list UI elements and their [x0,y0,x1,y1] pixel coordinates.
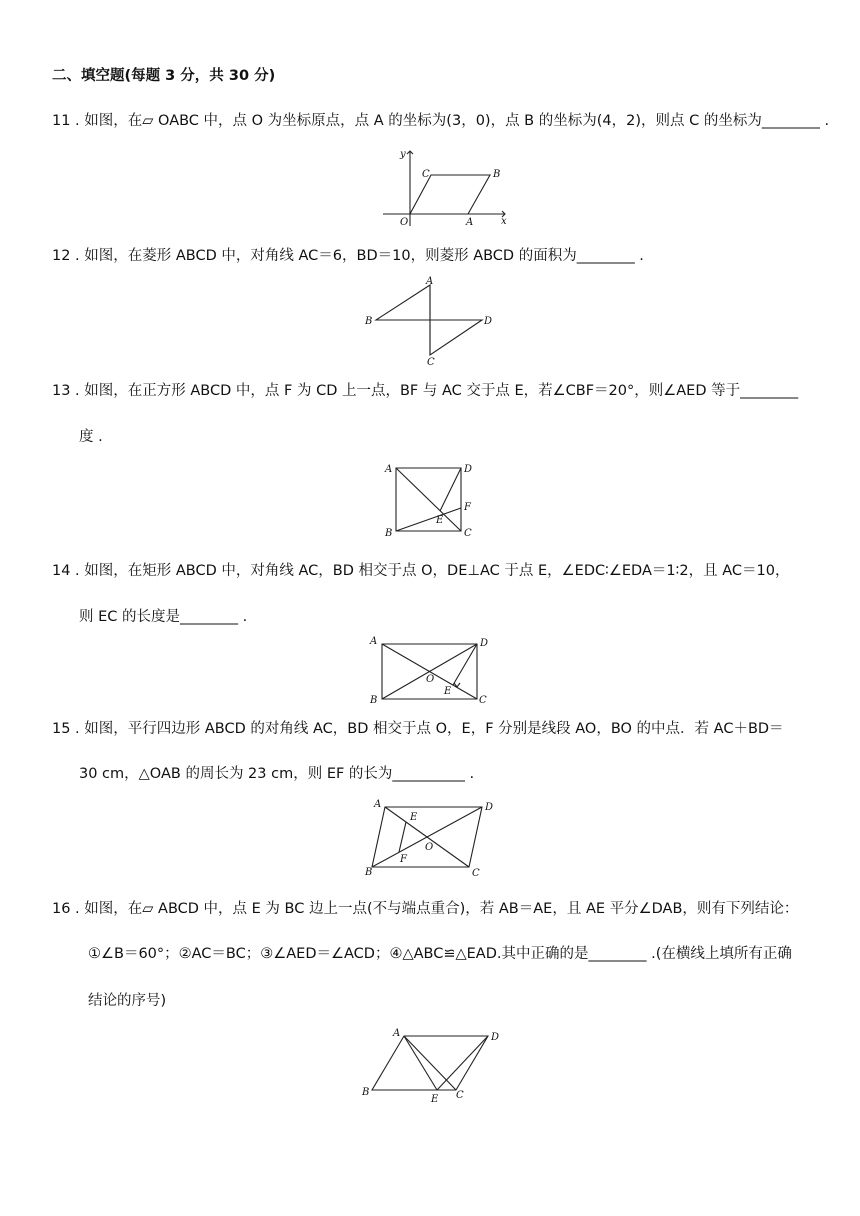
label-d: D [485,802,494,813]
question-16-text-2: ①∠B＝60°；②AC＝BC；③∠AED＝∠ACD；④△ABC≌△EAD.其中正确的是________ .(在横线上填所有正确 [88,946,792,962]
label-d: D [484,316,493,327]
label-x: x [501,216,507,227]
label-b: B [365,867,373,878]
segment-de [453,644,477,685]
label-a: A [374,799,382,810]
label-e: E [410,812,418,823]
label-a: A [385,464,393,475]
question-16-text-3: 结论的序号) [88,993,167,1009]
section-heading: 二、填空题(每题 3 分，共 30 分) [52,68,276,84]
question-12-text: 12 . 如图，在菱形 ABCD 中，对角线 AC＝6，BD＝10，则菱形 ABCD 的面积为________ . [52,248,644,264]
label-c: C [456,1090,464,1101]
question-14-text-1: 14 . 如图，在矩形 ABCD 中，对角线 AC，BD 相交于点 O，DE⊥AC 于点 E，∠EDC∶∠EDA＝1∶2，且 AC＝10， [52,563,790,579]
label-c: C [427,357,435,368]
parallelogram-oabc [410,175,490,214]
figure-q12 [360,276,500,368]
label-b: B [370,695,378,706]
diagonal-ac [396,468,461,531]
label-d: D [491,1032,500,1043]
label-b: B [493,169,501,180]
figure-q16 [358,1024,503,1104]
question-15-text-2: 30 cm，△OAB 的周长为 23 cm，则 EF 的长为__________ . [79,766,475,782]
label-c: C [479,695,487,706]
figure-q14 [365,634,495,708]
label-a: A [370,636,378,647]
label-o: O [425,842,434,853]
label-a: A [393,1028,401,1039]
label-e: E [436,515,444,526]
label-a: A [426,276,434,287]
question-14-text-2: 则 EC 的长度是________ . [79,609,248,625]
label-e: E [444,686,452,697]
label-b: B [362,1087,370,1098]
label-a: A [466,217,474,228]
question-15-text-1: 15 . 如图，平行四边形 ABCD 的对角线 AC，BD 相交于点 O，E，F 分别是线段 AO，BO 的中点．若 AC＋BD＝ [52,721,784,737]
label-d: D [464,464,473,475]
question-13-text-2: 度 . [79,429,103,445]
label-c: C [422,169,430,180]
label-b: B [365,316,373,327]
segment-bf [396,508,461,531]
label-b: B [385,528,393,539]
figure-q11 [380,146,515,228]
segment-de [437,1036,488,1090]
segment-de [440,468,461,511]
label-f: F [464,502,471,513]
question-16-text-1: 16 . 如图，在▱ ABCD 中，点 E 为 BC 边上一点(不与端点重合)，若 AB＝AE，且 AE 平分∠DAB，则有下列结论： [52,901,799,917]
question-11-text: 11 . 如图，在▱ OABC 中，点 O 为坐标原点，点 A 的坐标为(3，0)，点 B 的坐标为(4，2)，则点 C 的坐标为________ . [52,113,830,129]
label-c: C [464,528,472,539]
label-f: F [400,854,407,865]
question-13-text-1: 13 . 如图，在正方形 ABCD 中，点 F 为 CD 上一点，BF 与 AC 交于点 E，若∠CBF＝20°，则∠AED 等于________ [52,383,799,399]
segment-ac [404,1036,456,1090]
figure-q15 [362,795,502,879]
figure-q13 [380,460,480,540]
label-o: O [426,674,435,685]
segment-ae [404,1036,437,1090]
label-y: y [400,149,406,160]
label-c: C [472,868,480,879]
label-e: E [431,1094,439,1104]
label-o: O [400,217,409,228]
label-d: D [480,638,489,649]
segment-ef [399,822,406,852]
diagonal-bd [372,807,482,867]
